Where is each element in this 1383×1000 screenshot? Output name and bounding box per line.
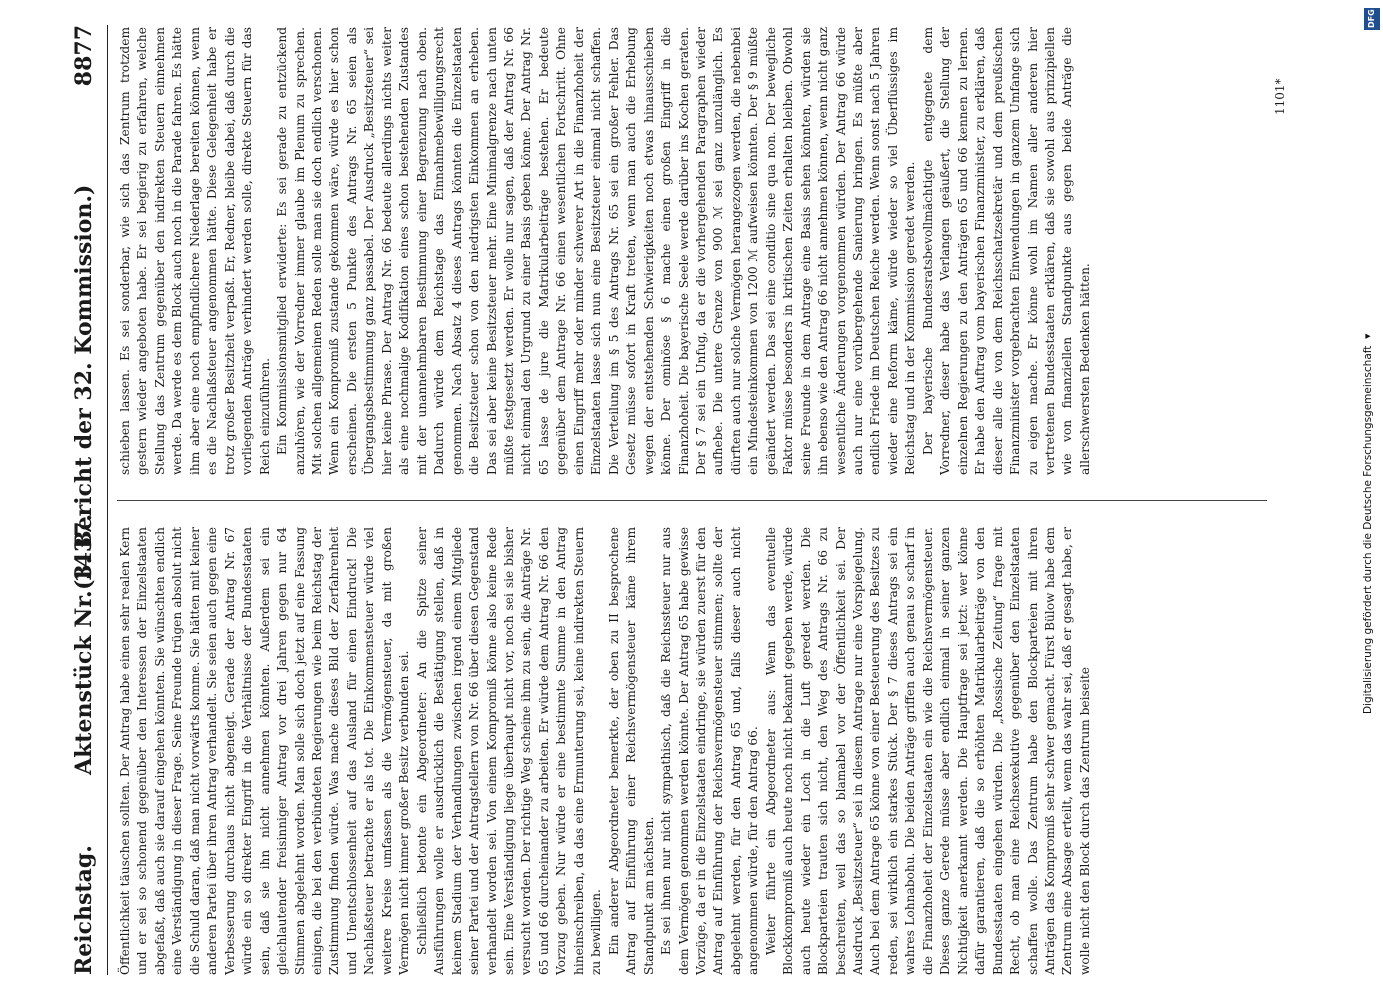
paragraph: Schließlich betonte ein Abgeordneter: An die Spitze seiner Ausführungen wolle er ausdrücklich die Bestätigung stellen, daß in keinem Stadium der Verhandlungen zwischen irgend einem Mitgliede seiner Partei und der Antragstellern von Nr. 66 über diesen Gegenstand verhandelt worden sei. Von einem Kompromiß könne also keine Rede sein. Eine Verständigung liege überhaupt nicht vor, noch sei sie bisher versucht worden. Der richtige Weg scheine ihm zu sein, die Anträge Nr. 65 und 66 durcheinander zu arbeiten. Er würde dem Antrag Nr. 66 den Vorzug geben. Nur würde er eine bestimmte Summe in den Antrag hineinschreiben, da das eine Ermunterung sei, keine indirekten Steuern zu bewilligen. — [414, 527, 604, 975]
dfg-logo-icon: DFG — [1364, 8, 1380, 30]
left-column — [117, 527, 1094, 975]
column-divider — [117, 500, 1267, 501]
paragraph: Der bayerische Bundesratsbevollmächtigte entgegnete dem Vorredner, dieser habe das Verlangen geäußert, die Stellung der einzelnen Regierungen zu den Anträgen 65 und 66 kennen zu lernen. Er habe den Auftrag vom bayerischen Finanzminister, zu erklären, daß dieser alle die von dem Reichsschatzsekretär und dem preußischen Finanzminister vorgebrachten Einwendungen in ganzem Umfange sich zu eigen mache. Er könne wohl im Namen aller anderen hier vertretenen Bundesstaaten erklären, daß sie sowohl aus prinzipiellen wie von finanziellen Standpunkte aus gegen beide Anträge die allerschwersten Bedenken hätten. — [920, 27, 1092, 475]
header-rule — [107, 25, 108, 975]
right-column — [117, 27, 1094, 475]
paragraph: schieben lassen. Es sei sonderbar, wie sich das Zentrum trotzdem gestern wieder angeboten habe. Er sei begierig zu erfahren, welche Stellung das Zentrum gegenüber den indirekten Steuern einnehmen werde. Da werde es dem Block auch noch in die Parade fahren. Es hätte ihm aber eine noch empfindlichere Niederlage bereiten können, wenn es die Nachlaßsteuer angenommen hätte. Diese Gelegenheit habe er trotz großer Besitzheit verpaßt. Er, Redner, bleibe dabei, daß durch die vorliegenden Anträge verhindert werden solle, direkte Steuern für das Reich einzuführen. — [118, 27, 272, 475]
paragraph: Öffentlichkeit täuschen sollten. Der Antrag habe einen sehr realen Kern und er sei so schonend gegenüber den Interessen der Einzelstaaten abgefaßt, daß auch sie darauf eingehen könnten. Sie wünschten endlich eine Verständigung in dieser Frage. Seine Freunde trügen absolut nicht die Schuld daran, daß man nicht vorwärts komme. Sie hätten mit keiner anderen Partei über ihren Antrag verhandelt. Sie seien auch gegen eine Verbesserung durchaus nicht abgeneigt. Gerade der Antrag Nr. 67 würde ein so direkter Eingriff in die Verhältnisse der Bundesstaaten sein, daß sie ihn nicht annehmen könnten. Außerdem sei ein gleichlautender freisinniger Antrag vor drei Jahren gegen nur 64 Stimmen abgelehnt worden. Man solle sich doch jetzt auf eine Fassung einigen, die bei den verbündeten Regierungen wie beim Reichstag der Zustimmung finden würde. Was mache dieses Bild der Zerfahrenheit und Unentschlossenheit auf das Ausland für einen Eindruck! Die Nachlaßsteuer betrachte er als tot. Die Einkommensteuer würde viel weitere Kreise umfassen als die Vermögensteuer, da mit großen Vermögen nicht immer großer Besitz verbunden sei. — [118, 527, 412, 975]
header-left: Reichstag. — [71, 845, 97, 975]
paragraph: Ein anderer Abgeordneter bemerkte, der oben zu II besprochene Antrag auf Einführung einer Reichsvermögensteuer käme ihrem Standpunkt am nächsten. — [606, 527, 656, 975]
paragraph: Es sei ihnen nur nicht sympathisch, daß die Reichssteuer nur aus dem Vermögen genommen werden könnte. Der Antrag 65 habe gewisse Vorzüge, da er in die Einzelstaaten eindringe, sie würden zuerst für den Antrag auf Einführung der Reichsvermögensteuer stimmen; sollte der abgelehnt werden, für den Antrag 65 und, falls dieser auch nicht angenommen würde, für den Antrag 66. — [659, 527, 761, 975]
page-header — [65, 25, 105, 975]
page-number: 8877 — [71, 25, 97, 87]
paragraph: Ein Kommissionsmitglied erwiderte: Es sei gerade zu entzückend anzuhören, wie der Vorredner immer glaube im Plenum zu sprechen. Mit solchen allgemeinen Reden solle man sie doch endlich verschonen. Wenn ein Kompromiß zustande gekommen wäre, würde es hier schon erscheinen. Die ersten 5 Punkte des Antrags Nr. 65 seien als Übergangsbestimmung ganz passabel. Der Ausdruck „Besitzsteuer“ sei hier keine Phrase. Der Antrag Nr. 66 bedeute allerdings nichts weiter als eine nochmalige Kodifikation eines schon bestehenden Zustandes mit der unannehmbaren Bestimmung einer Begrenzung nach oben. Dadurch würde dem Reichstage das Einnahmebewilligungsrecht genommen. Nach Absatz 4 dieses Antrags könnten die Einzelstaaten die Besitzsteuer schon von den niedrigsten Einkommen an erheben. Das sei aber keine Besitzsteuer mehr. Eine Minimalgrenze nach unten müßte festgesetzt werden. Er wolle nur sagen, daß der Antrag Nr. 66 nicht einmal den Urgrund zu einer Basis geben könne. Der Antrag Nr. 65 lasse de jure die Matrikularbeiträge bestehen. Er bedeute gegenüber dem Antrage Nr. 66 einen wesentlichen Fortschritt. Ohne einen Eingriff mehr oder minder schwerer Art in die Finanzhoheit der Einzelstaaten lasse sich nun eine Besitzsteuer einmal nicht schaffen. Die Verteilung im § 5 des Antrags Nr. 65 sei ein großer Fehler. Das Gesetz müsse sofort in Kraft treten, wenn man auch die Erhebung wegen der entstehenden Schwierigkeiten noch etwas hinausschieben könne. Der ominöse § 6 mache einen großen Eingriff in die Finanzhoheit. Die bayerische Seele werde darüber ins Kochen geraten. Der § 7 sei ein Unfug, da er die vorhergehenden Paragraphen wieder aufhebe. Die untere Grenze von 900 ℳ sei ganz unzulänglich. Es dürften auch nur solche Vermögen herangezogen werden, die nebenbei ein Mindesteinkommen von 1200 ℳ aufweisen könnten. Der § 9 müßte geändert werden. Das sei eine conditio sine qua non. Der bewegliche Faktor müsse besonders in kritischen Zeiten erhalten bleiben. Obwohl seine Freunde in dem Antrage eine Basis sehen könnten, würden sie ihn ebenso wie den Antrag 66 nicht annehmen können, wenn nicht ganz wesentliche Änderungen vorgenommen würden. Der Antrag 66 würde auch nur eine vorübergehende Sanierung bringen. Es müßte aber endlich Friede im Deutschen Reiche werden. Wenn sonst nach 5 Jahren wieder eine Reform käme, würde wieder so viel Überflüssiges im Reichstag und in der Kommission geredet werden. — [275, 27, 918, 475]
header-document-number: Aktenstück Nr. 1437. — [71, 513, 97, 775]
sheet-signature: 1101* — [1273, 78, 1287, 115]
paragraph: Weiter führte ein Abgeordneter aus: Wenn das eventuelle Blockkompromiß auch heute noch nicht bekannt gegeben werde, würde auch heute wieder ein Loch in die Luft geredet werden. Die Blockparteien trauten sich nicht, den Weg des Antrags Nr. 66 zu beschreiten, weil das so blamabel vor der Öffentlichkeit sei. Der Ausdruck „Besitzsteuer“ sei in diesem Antrage nur eine Vorspiegelung. Auch bei dem Antrage 65 könne von einer Besteuerung des Besitzes zu reden, sei wirklich ein starkes Stück. Der § 7 dieses Antrags sei ein wahres Lohnabohu. Die beiden Anträge griffen auch genau so scharf in die Finanzhoheit der Einzelstaaten ein wie die Reichsvermögensteuer. Dieses ganze Gerede müsse aber endlich einmal in seiner ganzen Nichtigkeit anerkannt werden. Die Hauptfrage sei jetzt: wer könne dafür garantieren, daß die so erhöhten Matrikularbeiträge von den Bundesstaaten eingehen würden. Die „Rossische Zeitung“ frage mit Recht, ob man eine Reichsexekutive gegenüber den Einzelstaaten schaffen wolle. Das Zentrum habe den Blockparteien mit ihren Anträgen das Kompromiß sehr schwer gemacht. Fürst Bülow habe dem Zentrum eine Absage erteilt, wenn das wahr sei, daß er gesagt habe, er wolle nicht den Block durch das Zentrum beiseite — [763, 527, 1092, 975]
header-report-title: (3. Bericht der 32. Kommission.) — [71, 184, 97, 590]
rotated-document-page — [45, 25, 1335, 975]
digitization-note: Digitalisierung gefördert durch die Deutsche Forschungsgemeinschaft ◂ — [1362, 330, 1374, 714]
